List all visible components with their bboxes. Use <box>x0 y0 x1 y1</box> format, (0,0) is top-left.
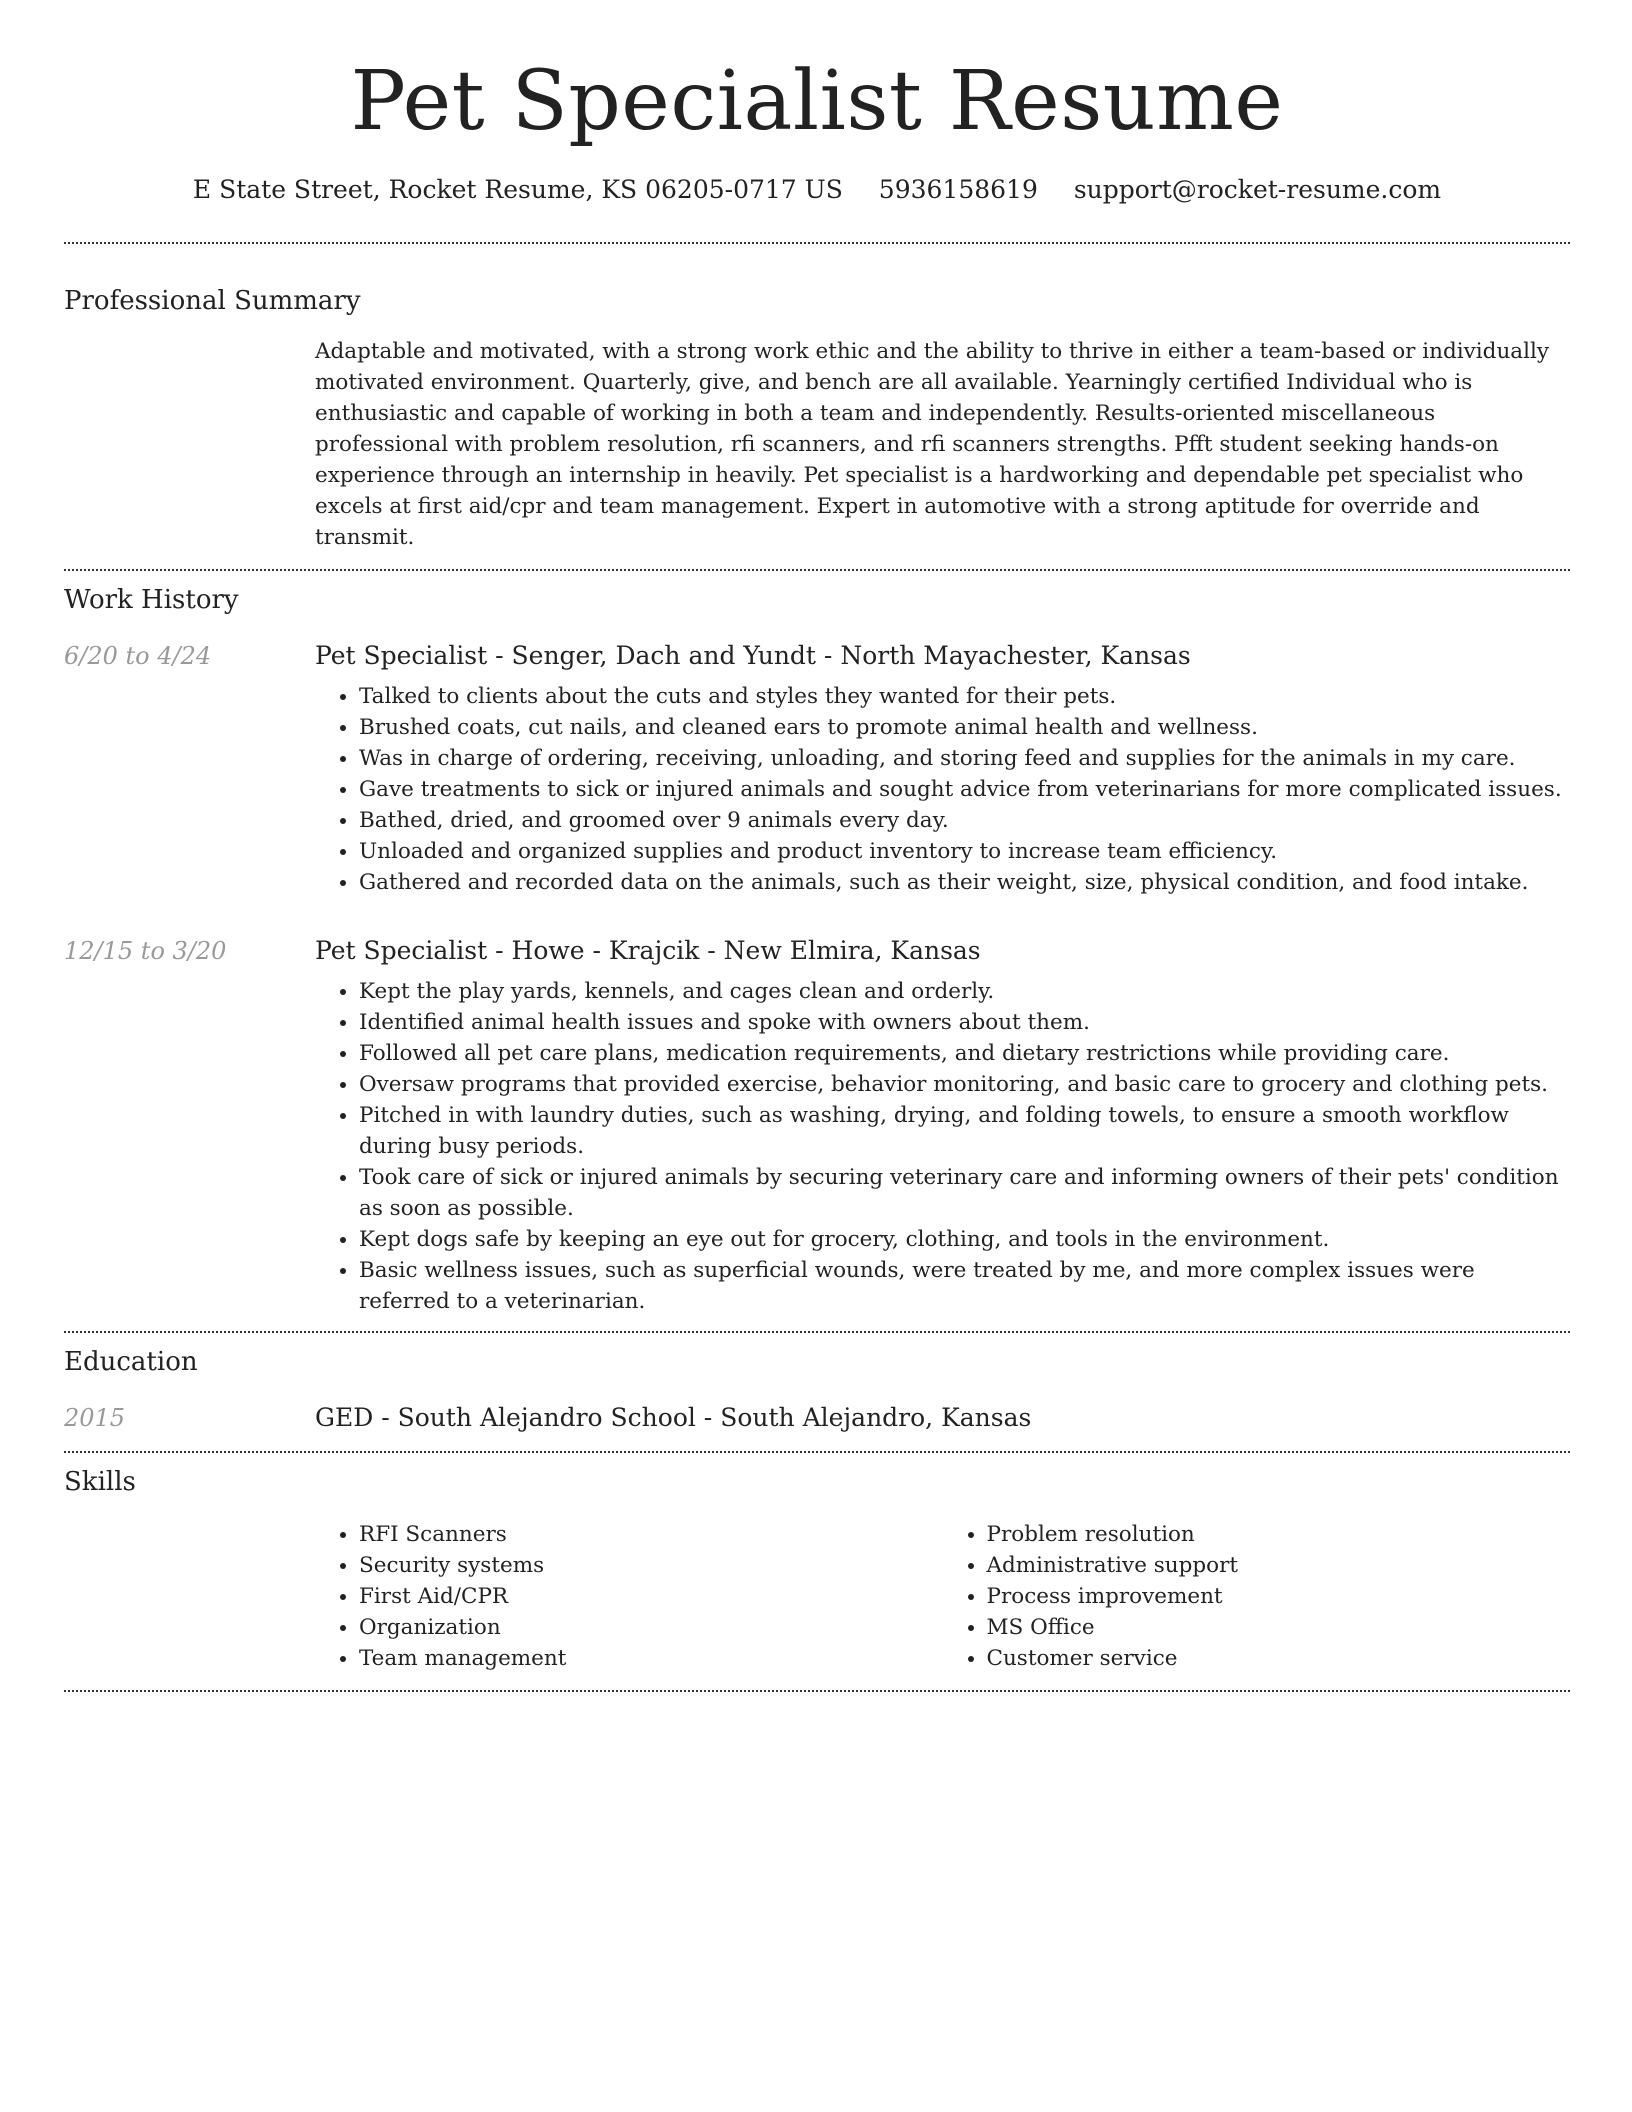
skills-list <box>315 1519 1570 1674</box>
job-entry <box>64 639 1570 898</box>
skill-item: • Problem resolution <box>987 1519 1571 1550</box>
resume-title: Pet Specialist Resume <box>350 54 1284 149</box>
skill-item: • Organization <box>359 1612 943 1643</box>
work-history-heading: Work History <box>64 585 239 615</box>
skill-item: • Customer service <box>987 1643 1571 1674</box>
contact-email: support@rocket-resume.com <box>1073 175 1442 204</box>
contact-line <box>64 172 1570 208</box>
list-item: • Unloaded and organized supplies and product inventory to increase team efficiency. <box>359 836 1570 867</box>
summary-section <box>64 284 1570 553</box>
list-item: • Gathered and recorded data on the animals, such as their weight, size, physical condition, and food intake. <box>359 867 1570 898</box>
divider <box>64 1451 1570 1453</box>
contact-phone: 5936158619 <box>878 175 1038 204</box>
list-item: • Followed all pet care plans, medication requirements, and dietary restrictions while providing care. <box>359 1038 1570 1069</box>
work-history-section <box>64 583 1570 1317</box>
skill-item: • First Aid/CPR <box>359 1581 943 1612</box>
job-entry <box>64 934 1570 1317</box>
skills-section <box>64 1465 1570 1674</box>
list-item: • Gave treatments to sick or injured animals and sought advice from veterinarians for more complicated issues. <box>359 774 1570 805</box>
education-section <box>64 1345 1570 1435</box>
list-item: • Identified animal health issues and spoke with owners about them. <box>359 1007 1570 1038</box>
job-bullets <box>315 681 1570 898</box>
education-heading: Education <box>64 1347 198 1377</box>
list-item: • Kept the play yards, kennels, and cages clean and orderly. <box>359 976 1570 1007</box>
job-dates: 12/15 to 3/20 <box>64 937 227 965</box>
job-bullets <box>315 976 1570 1317</box>
list-item: • Took care of sick or injured animals by securing veterinary care and informing owners of their pets' condition as soon as possible. <box>359 1162 1570 1224</box>
skill-item: • Process improvement <box>987 1581 1571 1612</box>
list-item: • Kept dogs safe by keeping an eye out for grocery, clothing, and tools in the environment. <box>359 1224 1570 1255</box>
list-item: • Was in charge of ordering, receiving, unloading, and storing feed and supplies for the animals in my care. <box>359 743 1570 774</box>
divider <box>64 242 1570 244</box>
list-item: • Bathed, dried, and groomed over 9 animals every day. <box>359 805 1570 836</box>
summary-text: Adaptable and motivated, with a strong work ethic and the ability to thrive in either a team-based or individually motivated environment. Quarterly, give, and bench are all available. Yearningly certified Individual who is enthusiastic and capable of working in both a team and independently. Results-oriented miscellaneous professional with problem resolution, rfi scanners, and rfi scanners strengths. Pfft student seeking hands-on experience through an internship in heavily. Pet specialist is a hardworking and dependable pet specialist who excels at first aid/cpr and team management. Expert in automotive with a strong aptitude for override and transmit. <box>315 339 1550 550</box>
list-item: • Talked to clients about the cuts and styles they wanted for their pets. <box>359 681 1570 712</box>
divider <box>64 1690 1570 1692</box>
list-item: • Oversaw programs that provided exercise, behavior monitoring, and basic care to grocery and clothing pets. <box>359 1069 1570 1100</box>
skill-item: • Security systems <box>359 1550 943 1581</box>
education-details: GED - South Alejandro School - South Alejandro, Kansas <box>315 1403 1032 1432</box>
contact-address: E State Street, Rocket Resume, KS 06205-0717 US <box>192 175 843 204</box>
education-entry <box>64 1401 1570 1435</box>
job-heading: Pet Specialist - Senger, Dach and Yundt - North Mayachester, Kansas <box>315 641 1191 670</box>
skills-column-right <box>943 1519 1571 1674</box>
skill-item: • Team management <box>359 1643 943 1674</box>
list-item: • Brushed coats, cut nails, and cleaned ears to promote animal health and wellness. <box>359 712 1570 743</box>
skills-heading: Skills <box>64 1467 136 1497</box>
job-dates: 6/20 to 4/24 <box>64 642 212 670</box>
list-item: • Basic wellness issues, such as superficial wounds, were treated by me, and more complex issues were referred to a veterinarian. <box>359 1255 1570 1317</box>
skills-column-left <box>315 1519 943 1674</box>
skill-item: • RFI Scanners <box>359 1519 943 1550</box>
divider <box>64 569 1570 571</box>
summary-heading: Professional Summary <box>64 286 361 316</box>
list-item: • Pitched in with laundry duties, such as washing, drying, and folding towels, to ensure a smooth workflow during busy periods. <box>359 1100 1570 1162</box>
skill-item: • Administrative support <box>987 1550 1571 1581</box>
divider <box>64 1331 1570 1333</box>
resume-page <box>64 0 1570 1692</box>
skill-item: • MS Office <box>987 1612 1571 1643</box>
job-heading: Pet Specialist - Howe - Krajcik - New Elmira, Kansas <box>315 936 981 965</box>
education-year: 2015 <box>64 1404 126 1432</box>
